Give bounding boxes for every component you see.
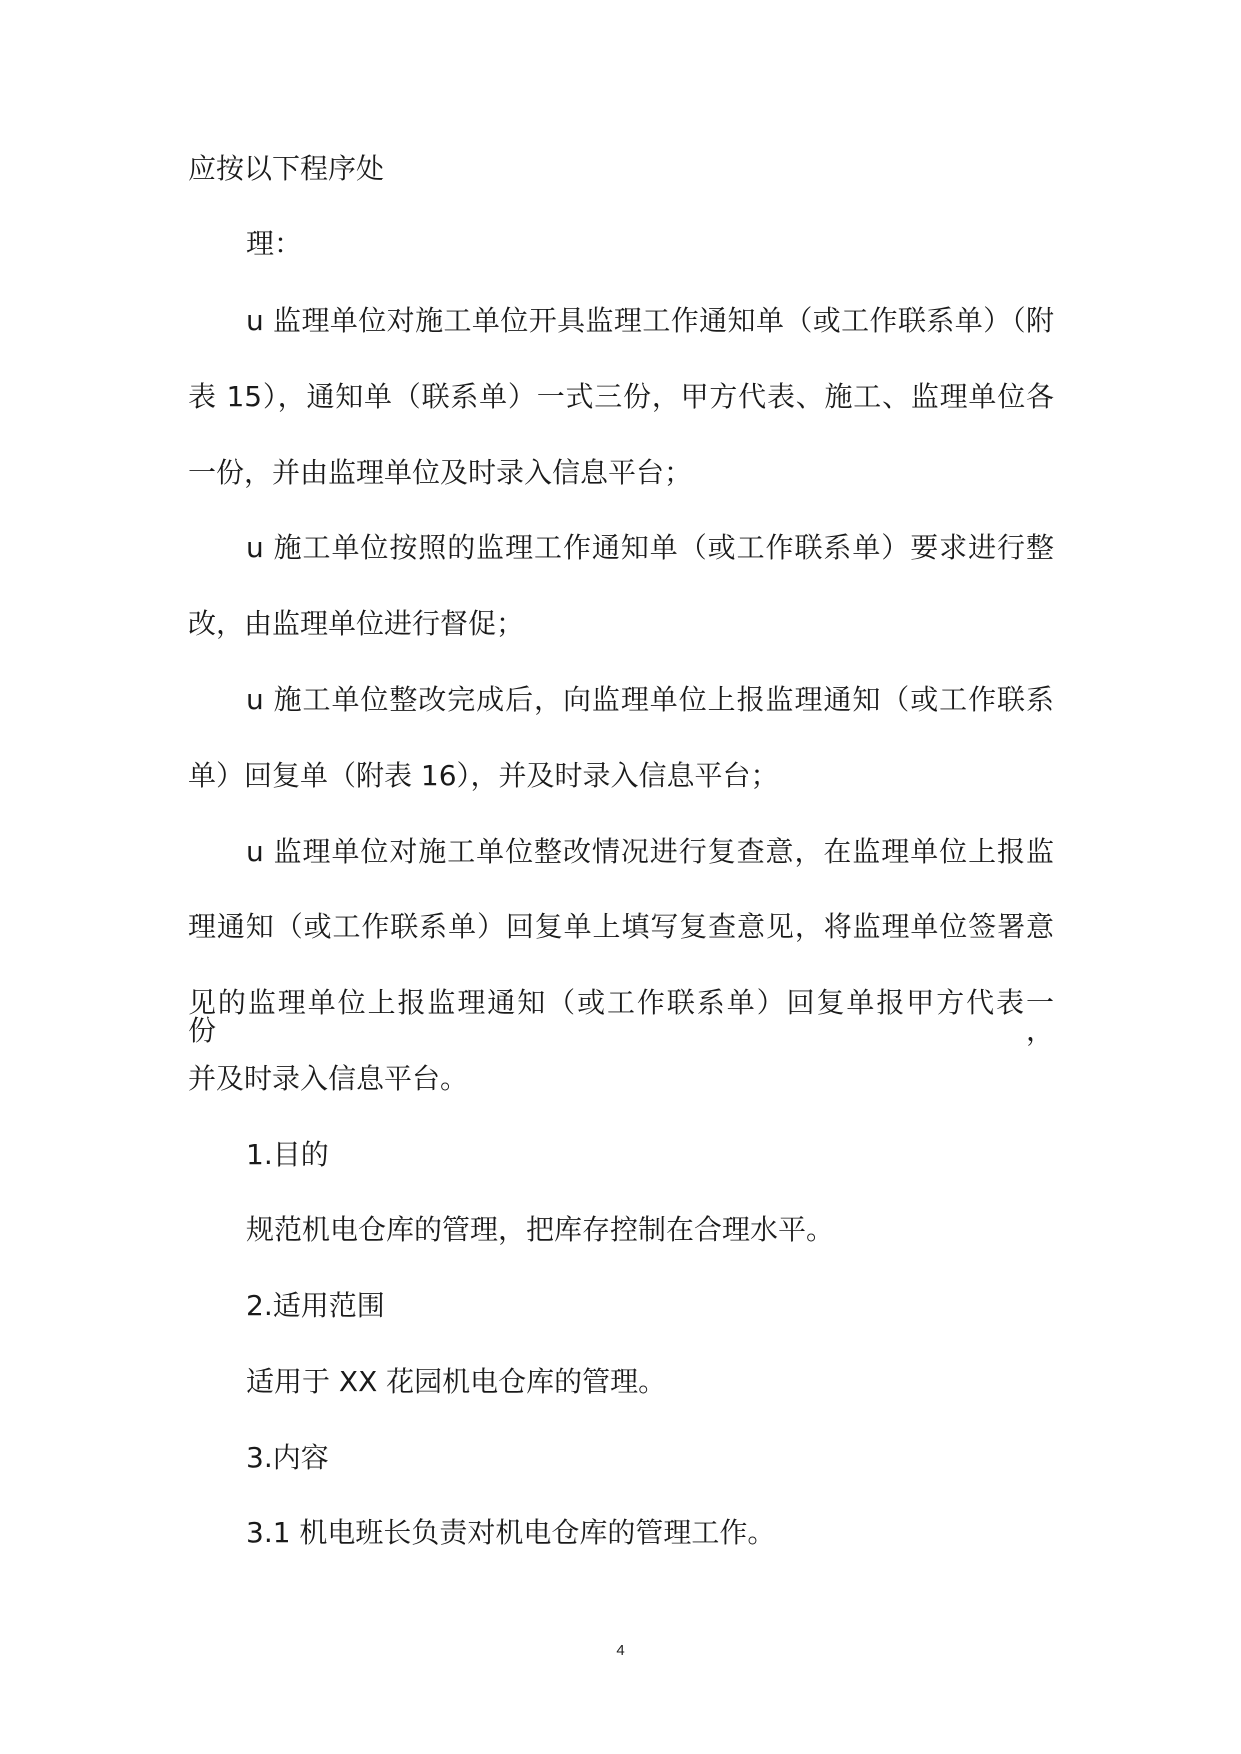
text-line: u 监理单位对施工单位整改情况进行复查意，在监理单位上报监	[246, 835, 1054, 868]
text-line: 见的监理单位上报监理通知（或工作联系单）回复单报甲方代表一份，	[188, 986, 1054, 1047]
text-line: 理：	[246, 227, 303, 260]
text-line: 3.1 机电班长负责对机电仓库的管理工作。	[246, 1516, 776, 1549]
section-heading: 1.目的	[246, 1138, 329, 1171]
text-line: 单）回复单（附表 16），并及时录入信息平台；	[188, 759, 779, 792]
text-line: 改，由监理单位进行督促；	[188, 607, 525, 640]
text-line: 应按以下程序处	[188, 152, 385, 185]
text-line: 理通知（或工作联系单）回复单上填写复查意见，将监理单位签署意	[188, 910, 1054, 943]
text-line: 并及时录入信息平台。	[188, 1062, 469, 1095]
text-line: 一份，并由监理单位及时录入信息平台；	[188, 456, 693, 489]
text-line: 适用于 XX 花园机电仓库的管理。	[246, 1365, 667, 1398]
text-line: u 施工单位整改完成后，向监理单位上报监理通知（或工作联系	[246, 683, 1054, 716]
text-line: 表 15），通知单（联系单）一式三份，甲方代表、施工、监理单位各	[188, 380, 1054, 413]
section-heading: 2.适用范围	[246, 1289, 385, 1322]
text-line: 规范机电仓库的管理，把库存控制在合理水平。	[246, 1213, 835, 1246]
text-line: u 监理单位对施工单位开具监理工作通知单（或工作联系单）（附	[246, 304, 1054, 337]
page-number: 4	[616, 1642, 625, 1659]
section-heading: 3.内容	[246, 1441, 329, 1474]
text-line: u 施工单位按照的监理工作通知单（或工作联系单）要求进行整	[246, 531, 1054, 564]
